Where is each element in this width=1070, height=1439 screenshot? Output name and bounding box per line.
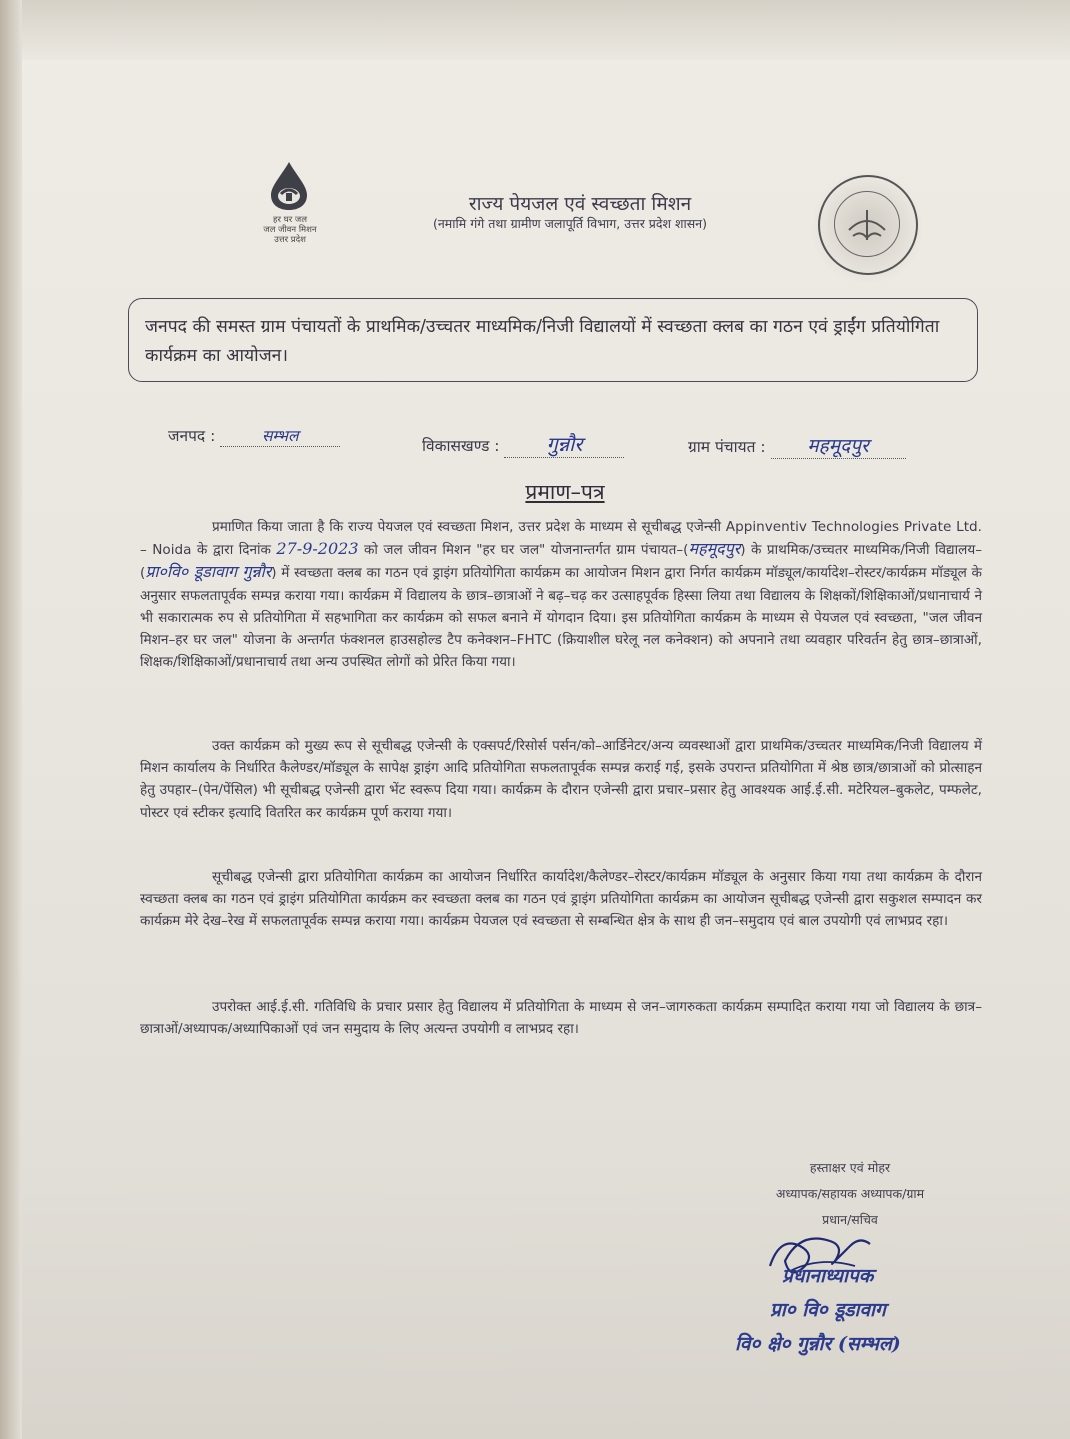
logo-caption-3: उत्तर प्रदेश <box>274 235 306 245</box>
district-field <box>168 424 340 447</box>
up-government-emblem-icon <box>818 175 918 275</box>
para1-part-d: ) में स्वच्छता क्लब का गठन एवं ड्राइंग प्रतियोगिता कार्यक्रम का आयोजन मिशन द्वारा निर्गत कार्यक्रम मॉड्यूल/कार्यादेश–रोस्टर/कार्यक्रम मॉड्यूल के अनुसार सफलतापूर्वक सम्पन्न कराया गया। कार्यक्रम में विद्यालय के छात्र–छात्राओं ने बढ़–चढ़ कर उत्साहपूर्वक हिस्सा लिया तथा विद्यालय के शिक्षकों/शिक्षिकाओं/प्रधानाचार्य ने भी सकारात्मक रुप से प्रतियोगिता में सहभागिता कर कार्यक्रम को सफल बनाने में योगदान दिया। इस प्रतियोगिता कार्यक्रम के माध्यम से पेयजल एवं स्वच्छता, "जल जीवन मिशन–हर घर जल" योजना के अन्तर्गत फंक्शनल हाउसहोल्ड टैप कनेक्शन–FHTC (क्रियाशील घरेलू नल कनेक्शन) को अपनाने तथा व्यवहार परिवर्तन हेतु छात्र–छात्राओं, शिक्षक/शिक्षिकाओं/प्रधानाचार्य तथा अन्य उपस्थित लोगों को प्रेरित किया गया। <box>140 565 982 671</box>
district-label: जनपद : <box>168 427 216 445</box>
subject-box <box>128 298 978 382</box>
para1-part-b: को जल जीवन मिशन "हर घर जल" योजनान्तर्गत ग्राम पंचायत–( <box>363 542 689 559</box>
para2-text: उक्त कार्यक्रम को मुख्य रूप से सूचीबद्ध एजेन्सी के एक्सपर्ट/रिसोर्स पर्सन/को–आर्डिनेटर/अन्य व्यवस्थाओं द्वारा प्राथमिक/उच्चतर माध्यमिक/निजी विद्यालय में मिशन कार्यालय के निर्धारित कैलेण्डर/मॉड्यूल के सापेक्ष ड्राइंग आदि प्रतियोगिता सफलतापूर्वक सम्पन्न कराई गई, इसके उपरान्त प्रतियोगिता में श्रेष्ठ छात्र/छात्राओं को प्रोत्साहन हेतु उपहार–(पेन/पेंसिल) भी सूचीबद्ध एजेन्सी द्वारा भेंट स्वरूप दिया गया। कार्यक्रम के दौरान एजेन्सी द्वारा प्रचार–प्रसार हेतु आवश्यक आई.ई.सी. मटेरियल–बुकलेट, पम्फलेट, पोस्टर एवं स्टीकर इत्यादि वितरित कर कार्यक्रम पूर्ण कराया गया। <box>140 738 982 821</box>
date-value: 27-9-2023 <box>276 539 359 559</box>
header-title: राज्य पेयजल एवं स्वच्छता मिशन <box>468 193 692 215</box>
para1-part-c: ) के प्राथमिक/उच्चतर माध्यमिक/निजी विद्यालय–( <box>140 542 983 582</box>
gram-panchayat-value: महमूदपुर <box>807 435 869 457</box>
gp-fill-value: महमूदपुर <box>688 539 741 559</box>
stamp-area: वि० क्षे० गुन्नौर (सम्भल) <box>735 1333 901 1355</box>
block-label: विकासखण्ड : <box>422 437 500 455</box>
school-fill-value: प्रा०वि० डूडावाग गुन्नौर <box>145 562 272 582</box>
signature-block <box>735 1155 965 1233</box>
gram-panchayat-label: ग्राम पंचायत : <box>688 438 766 456</box>
para4-text: उपरोक्त आई.ई.सी. गतिविधि के प्रचार प्रसार हेतु विद्यालय में प्रतियोगिता के माध्यम से जन–जागरुकता कार्यक्रम सम्पादित कराया गया जो विद्यालय के छात्र–छात्राओं/अध्यापक/अध्यापिकाओं एवं जन समुदाय के लिए अत्यन्त उपयोगी व लाभप्रद रहा। <box>140 999 982 1038</box>
district-value: सम्भल <box>261 427 299 445</box>
jal-jeevan-mission-logo <box>245 160 335 255</box>
emblem-inner-ring <box>834 191 900 257</box>
emblem-fish-bow-icon <box>835 192 899 256</box>
paragraph-1 <box>140 516 982 673</box>
subject-text: जनपद की समस्त ग्राम पंचायतों के प्राथमिक/उच्चतर माध्यमिक/निजी विद्यालयों में स्वच्छता क्लब का गठन एवं ड्राईंग प्रतियोगिता कार्यक्रम का आयोजन। <box>145 317 940 366</box>
header-subtitle: (नमामि गंगे तथा ग्रामीण जलापूर्ति विभाग, उत्तर प्रदेश शासन) <box>432 216 707 231</box>
certificate-heading: प्रमाण–पत्र <box>525 480 605 504</box>
logo-caption-2: जल जीवन मिशन <box>263 225 317 235</box>
top-shadow <box>0 0 1070 60</box>
stamp-designation: प्रधानाध्यापक <box>782 1265 874 1287</box>
para1-part-a: प्रमाणित किया जाता है कि राज्य पेयजल एवं स्वच्छता मिशन, उत्तर प्रदेश के माध्यम से सूचीबद्ध एजेन्सी Appinventiv Technologies Private Ltd. – Noida के द्वारा दिनांक <box>140 519 982 559</box>
signature-line-1: हस्ताक्षर एवं मोहर <box>809 1160 891 1175</box>
block-value: गुन्नौर <box>546 432 583 456</box>
paragraph-3 <box>140 866 982 933</box>
water-drop-icon <box>267 160 311 212</box>
block-field <box>422 430 624 458</box>
para3-text: सूचीबद्ध एजेन्सी द्वारा प्रतियोगिता कार्यक्रम का आयोजन निर्धारित कार्यादेश/कैलेण्डर–रोस्टर/कार्यक्रम मॉड्यूल के अनुसार किया गया तथा कार्यक्रम के दौरान स्वच्छता क्लब का गठन एवं ड्राइंग प्रतियोगिता कार्यक्रम कर स्वच्छता क्लब का गठन एवं ड्राइंग प्रतियोगिता कार्यक्रम का आयोजन सूचीबद्ध एजेन्सी द्वारा सकुशल सम्पादन कर कार्यक्रम मेरे देख–रेख में सफलतापूर्वक सम्पन्न कराया गया। कार्यक्रम पेयजल एवं स्वच्छता से सम्बन्धित क्षेत्र के साथ ही जन–समुदाय एवं बाल उपयोगी एवं लाभप्रद रहा। <box>140 869 982 930</box>
logo-caption-1: हर घर जल <box>273 215 307 225</box>
gram-panchayat-field <box>688 432 906 459</box>
stamp-school: प्रा० वि० डूडावाग <box>770 1299 886 1321</box>
paragraph-2 <box>140 735 982 824</box>
signature-line-3: प्रधान/सचिव <box>822 1212 878 1227</box>
left-edge-shadow <box>0 0 22 1439</box>
paragraph-4 <box>140 996 982 1040</box>
signature-line-2: अध्यापक/सहायक अध्यापक/ग्राम <box>775 1186 925 1201</box>
